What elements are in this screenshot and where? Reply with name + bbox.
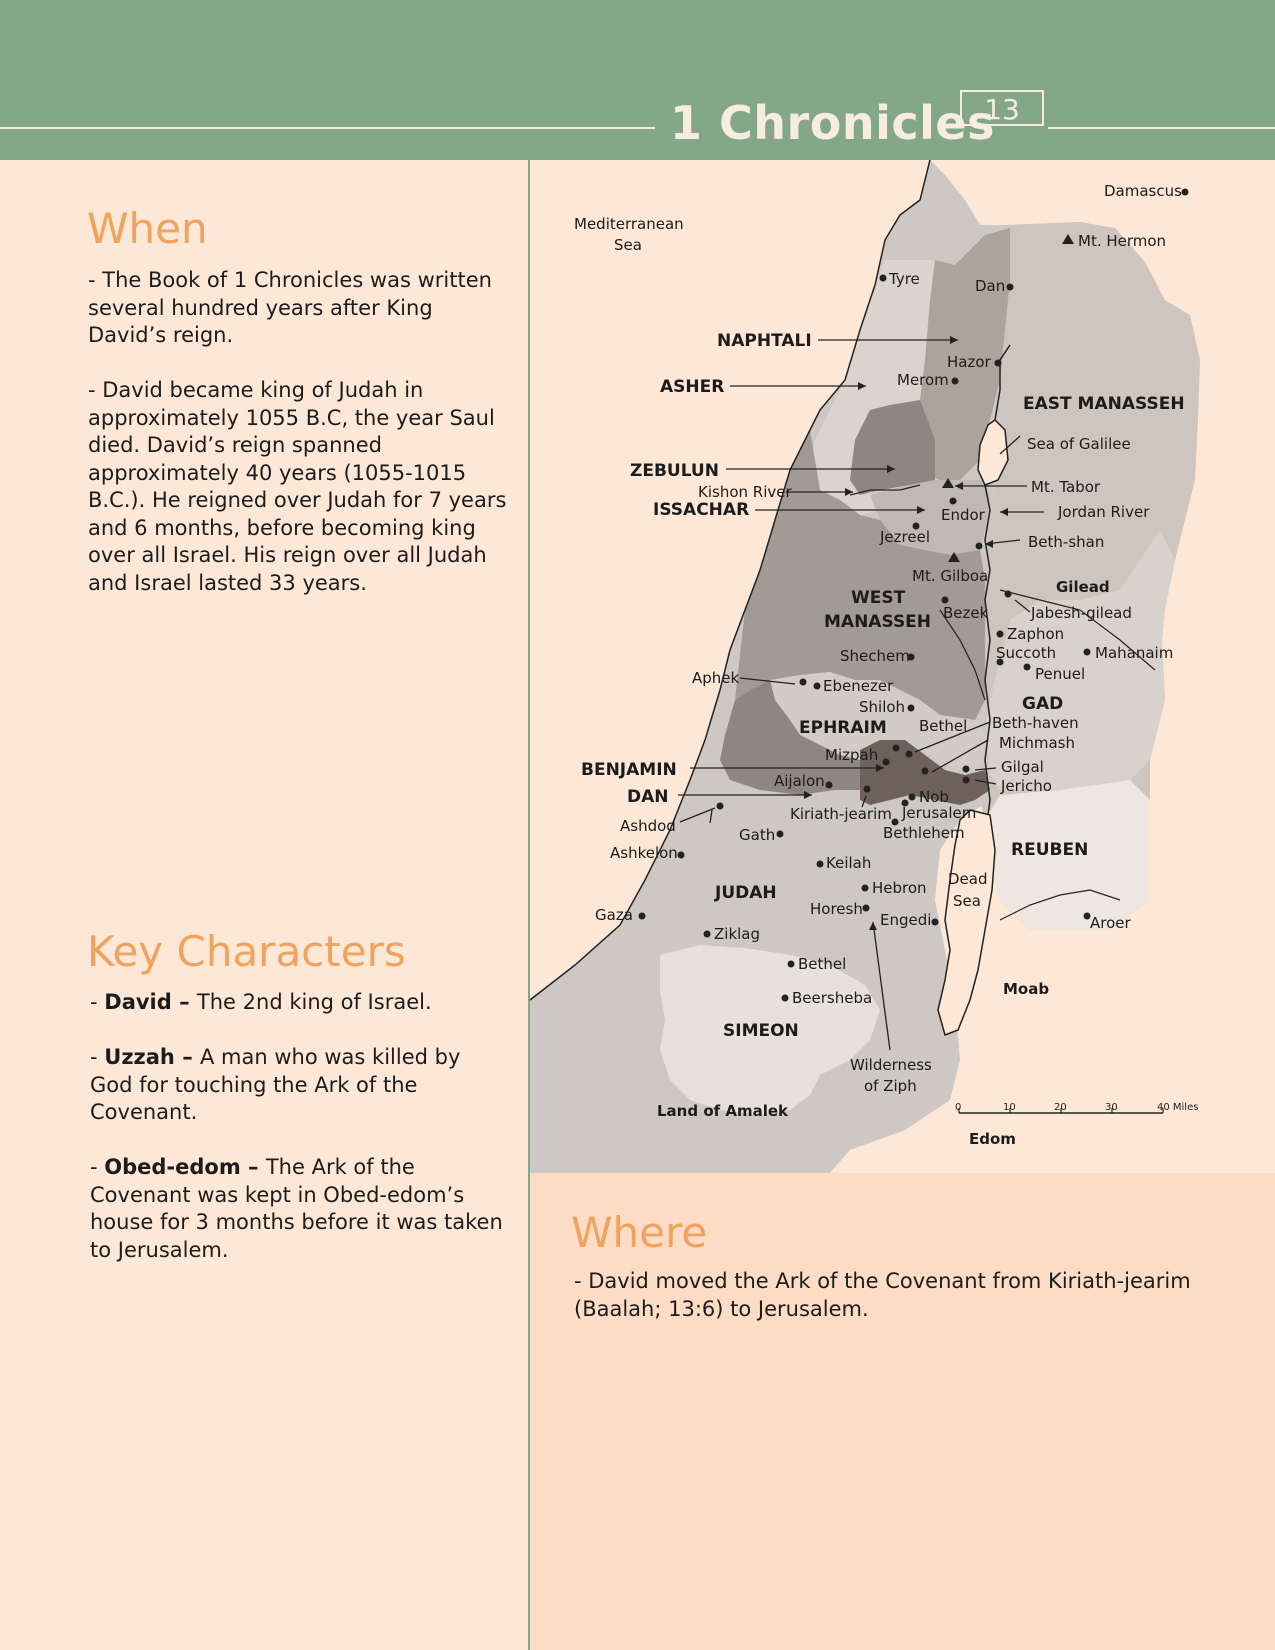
scale-tick-30: 30 — [1105, 1102, 1118, 1113]
scale-tick-10: 10 — [1003, 1102, 1016, 1113]
header-rule-right — [1048, 127, 1275, 129]
city-label-mahanaim: Mahanaim — [1095, 644, 1174, 662]
character-entry — [90, 1154, 503, 1264]
when-line: - David became king of Judah in — [88, 378, 424, 402]
dead-sea-shape — [938, 810, 995, 1035]
tribe-label-simeon: SIMEON — [723, 1021, 799, 1041]
character-description-line: Covenant was kept in Obed-edom’s — [90, 1182, 465, 1207]
city-label-gaza: Gaza — [595, 906, 633, 924]
city-label-merom: Merom — [897, 371, 949, 389]
where-title: Where — [571, 1208, 708, 1257]
when-text — [88, 267, 506, 597]
when-line: B.C.). He reigned over Judah for 7 years — [88, 488, 507, 512]
when-line: over all Israel. His reign over all Judah — [88, 543, 487, 567]
city-label-hebron: Hebron — [872, 879, 927, 897]
city-label-mt-hermon: Mt. Hermon — [1078, 232, 1167, 250]
when-line: and Israel lasted 33 years. — [88, 570, 367, 595]
city-label-jordan-river: Jordan River — [1058, 503, 1150, 521]
city-label-beth-shan: Beth-shan — [1028, 533, 1105, 551]
tribe-label-gad: GAD — [1022, 694, 1064, 714]
region-label-gilead: Gilead — [1056, 578, 1110, 596]
city-label-shechem: Shechem — [840, 647, 910, 665]
header-rule-left — [0, 127, 655, 129]
character-name: Uzzah — [104, 1045, 175, 1069]
tribe-label-benjamin: BENJAMIN — [581, 760, 677, 780]
city-label-dan: Dan — [975, 277, 1006, 295]
where-text — [574, 1268, 1191, 1323]
scale-tick-20: 20 — [1054, 1102, 1067, 1113]
when-line: approximately 40 years (1055-1015 — [88, 460, 467, 485]
character-first-line: - David – The 2nd king of Israel. — [90, 990, 432, 1014]
character-entry — [90, 989, 503, 1017]
city-label-endor: Endor — [941, 506, 985, 524]
city-label-penuel: Penuel — [1035, 665, 1086, 683]
character-description-line: Covenant. — [90, 1100, 198, 1124]
when-line: approximately 1055 B.C, the year Saul — [88, 405, 495, 430]
city-label-tyre: Tyre — [889, 270, 920, 288]
character-description-line: to Jerusalem. — [90, 1237, 229, 1262]
city-label-aphek: Aphek — [692, 669, 740, 687]
city-label-mt-gilboa: Mt. Gilboa — [912, 567, 989, 585]
character-description: The 2nd king of Israel. — [196, 990, 432, 1014]
city-label-bethlehem: Bethlehem — [883, 824, 965, 842]
city-label-michmash: Michmash — [999, 734, 1075, 752]
tribe-label-zebulun: ZEBULUN — [630, 461, 719, 481]
city-label-gath: Gath — [739, 826, 776, 844]
city-label-aroer: Aroer — [1090, 914, 1131, 932]
city-label-jericho: Jericho — [1001, 777, 1052, 795]
city-label-ashkelon: Ashkelon — [610, 844, 678, 862]
character-description-line: house for 3 months before it was taken — [90, 1210, 503, 1234]
city-label-mizpah: Mizpah — [825, 746, 879, 764]
city-label-zaphon: Zaphon — [1007, 625, 1065, 643]
when-title: When — [87, 204, 208, 253]
character-description: The Ark of the — [265, 1155, 415, 1179]
tribe-label-dan: DAN — [627, 787, 669, 807]
city-label-horesh: Horesh — [810, 900, 863, 918]
city-label-wilderness: Wilderness — [850, 1056, 932, 1074]
character-name: Obed-edom — [104, 1155, 241, 1179]
page-number: 13 — [960, 90, 1044, 126]
when-line: - The Book of 1 Chronicles was written — [88, 268, 492, 292]
when-line — [88, 350, 506, 378]
tribe-label-west: WEST — [851, 588, 906, 608]
where-line: - David moved the Ark of the Covenant from Kiriath-jearim — [574, 1269, 1191, 1293]
city-label-damascus: Damascus — [1104, 182, 1182, 200]
city-label-sea-of-galilee: Sea of Galilee — [1027, 435, 1131, 453]
city-label-gilgal: Gilgal — [1001, 758, 1044, 776]
where-line: (Baalah; 13:6) to Jerusalem. — [574, 1296, 869, 1321]
when-line: died. David’s reign spanned — [88, 433, 382, 457]
page-title: 1 Chronicles — [670, 96, 995, 150]
sea-label-1: Mediterranean — [574, 215, 684, 233]
character-name: David — [104, 990, 172, 1014]
tribe-label-issachar: ISSACHAR — [653, 500, 750, 520]
dead-sea-label-2: Sea — [953, 892, 981, 910]
region-label-land-of-amalek: Land of Amalek — [657, 1102, 789, 1120]
city-label-kiriath-jearim: Kiriath-jearim — [790, 805, 892, 823]
city-label-jezreel: Jezreel — [880, 528, 930, 546]
dead-sea-label-1: Dead — [948, 870, 988, 888]
character-description: A man who was killed by — [200, 1045, 461, 1069]
when-line: David’s reign. — [88, 323, 234, 347]
city-label-bezek: Bezek — [943, 604, 989, 622]
page-header — [0, 0, 1275, 160]
map-of-israel — [530, 160, 1275, 1173]
city-label-jerusalem: Jerusalem — [902, 804, 977, 822]
key-characters-list — [90, 989, 503, 1264]
tribe-label-judah: JUDAH — [715, 883, 777, 903]
city-label-bethel: Bethel — [919, 717, 968, 735]
city-label-of-ziph: of Ziph — [864, 1077, 917, 1095]
character-entry — [90, 1044, 503, 1127]
when-line: and 6 months, before becoming king — [88, 515, 476, 540]
tribe-label-east-manasseh: EAST MANASSEH — [1023, 394, 1185, 414]
region-label-moab: Moab — [1003, 980, 1050, 998]
city-label-hazor: Hazor — [947, 353, 991, 371]
character-first-line: - Uzzah – A man who was killed by — [90, 1045, 461, 1069]
tribe-label-reuben: REUBEN — [1011, 840, 1089, 860]
tribe-label-naphtali: NAPHTALI — [717, 331, 812, 351]
city-label-mt-tabor: Mt. Tabor — [1031, 478, 1101, 496]
key-characters-title: Key Characters — [87, 927, 406, 976]
city-label-bethel-south: Bethel — [798, 955, 847, 973]
city-label-ziklag: Ziklag — [714, 925, 761, 943]
city-label-aijalon: Aijalon — [774, 772, 825, 790]
city-label-kishon: Kishon River — [698, 483, 792, 501]
city-label-nob: Nob — [919, 788, 949, 806]
city-label-jabesh-gilead: Jabesh-gilead — [1031, 604, 1132, 622]
when-line: several hundred years after King — [88, 295, 433, 320]
tribe-label-ephraim: EPHRAIM — [799, 718, 887, 738]
city-label-beersheba: Beersheba — [792, 989, 873, 1007]
city-label-keilah: Keilah — [826, 854, 872, 872]
city-label-succoth: Succoth — [996, 644, 1057, 662]
scale-tick-40: 40 Miles — [1157, 1102, 1199, 1113]
city-label-ebenezer: Ebenezer — [823, 677, 894, 695]
sea-label-2: Sea — [614, 236, 642, 254]
character-first-line: - Obed-edom – The Ark of the — [90, 1155, 415, 1179]
scale-tick-0: 0 — [955, 1102, 962, 1113]
city-label-beth-haven: Beth-haven — [992, 714, 1079, 732]
map-svg — [530, 160, 1275, 1173]
tribe-label-asher: ASHER — [660, 377, 725, 397]
scale-bar — [955, 1102, 1198, 1113]
tribe-label-manasseh: MANASSEH — [824, 612, 932, 632]
city-label-ashdod: Ashdod — [620, 817, 676, 835]
region-label-edom: Edom — [969, 1130, 1016, 1148]
city-label-shiloh: Shiloh — [859, 698, 906, 716]
city-label-engedi: Engedi — [880, 911, 932, 929]
character-description-line: God for touching the Ark of the — [90, 1072, 418, 1097]
